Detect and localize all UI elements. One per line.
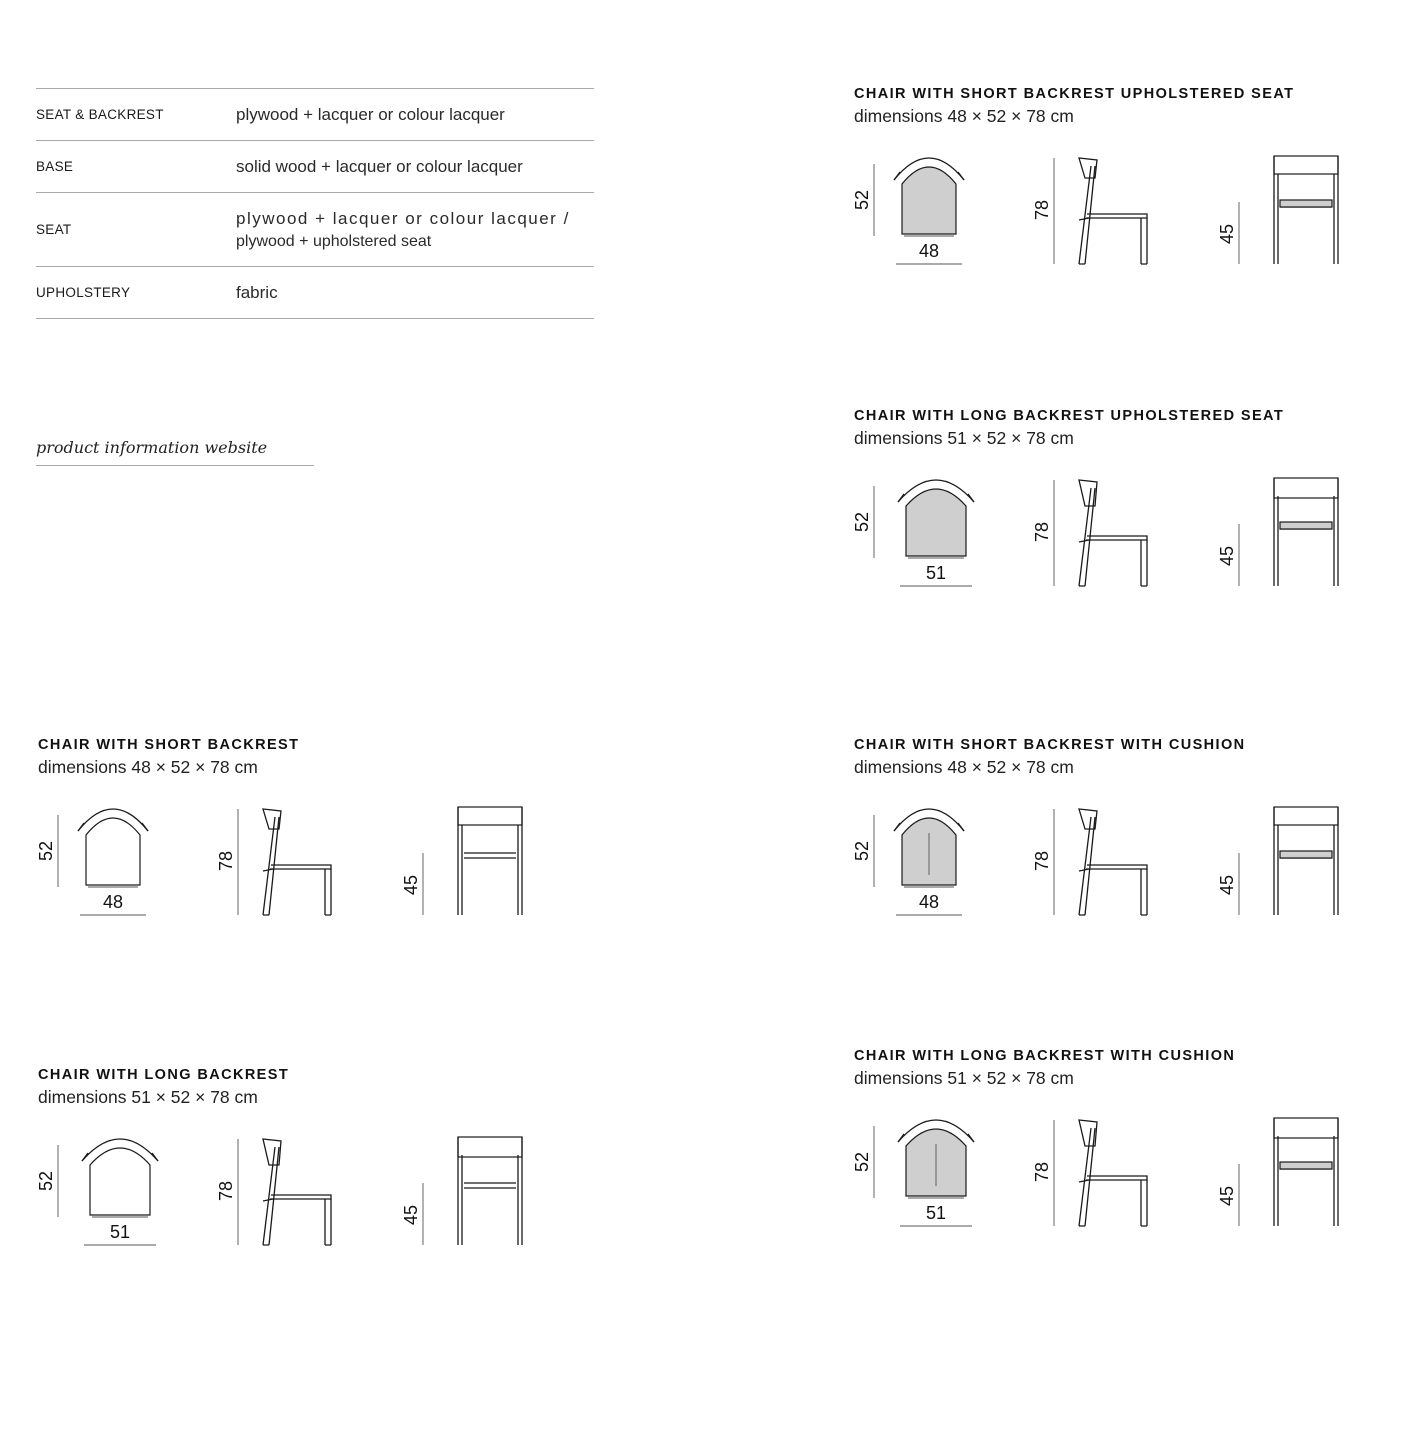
seat-height-label: 45 bbox=[1217, 545, 1237, 567]
spec-value: fabric bbox=[236, 283, 278, 302]
spec-row bbox=[36, 266, 594, 319]
seat-plan bbox=[906, 489, 966, 556]
depth-label: 52 bbox=[852, 1151, 872, 1173]
seat-front bbox=[464, 853, 516, 858]
chair-dimensions: dimensions 48 × 52 × 78 cm bbox=[854, 757, 1074, 777]
chair-title: CHAIR WITH SHORT BACKREST WITH CUSHION bbox=[854, 737, 1246, 753]
chair-title: CHAIR WITH SHORT BACKREST UPHOLSTERED SEAT bbox=[854, 86, 1295, 102]
back-leg-side bbox=[1079, 166, 1095, 264]
backrest-front bbox=[1274, 478, 1338, 498]
depth-label: 52 bbox=[36, 1170, 56, 1192]
front-leg-side bbox=[1141, 869, 1147, 915]
back-leg-side bbox=[1079, 488, 1095, 586]
seat-height-label: 45 bbox=[1217, 874, 1237, 896]
chair-dimensions: dimensions 51 × 52 × 78 cm bbox=[854, 1068, 1074, 1088]
spec-value bbox=[236, 207, 594, 253]
spec-row bbox=[36, 88, 594, 140]
chair-drawings bbox=[38, 795, 558, 915]
front-view bbox=[1217, 807, 1338, 915]
width-label: 48 bbox=[918, 892, 940, 912]
depth-label: 52 bbox=[852, 189, 872, 211]
front-leg-side bbox=[1141, 540, 1147, 586]
chair-block bbox=[854, 86, 1374, 316]
product-information-link[interactable]: product information website bbox=[36, 438, 314, 466]
height-label: 78 bbox=[1032, 199, 1052, 221]
front-view bbox=[1217, 156, 1338, 264]
chair-title: CHAIR WITH LONG BACKREST UPHOLSTERED SEAT bbox=[854, 408, 1285, 424]
spec-table bbox=[36, 88, 594, 319]
front-leg-side bbox=[1141, 1180, 1147, 1226]
chair-title: CHAIR WITH SHORT BACKREST bbox=[38, 737, 300, 753]
seat-side bbox=[1086, 1176, 1147, 1180]
back-leg-side bbox=[263, 817, 279, 915]
width-label: 48 bbox=[102, 892, 124, 912]
seat-front-fill bbox=[1280, 851, 1332, 858]
chair-dimensions: dimensions 51 × 52 × 78 cm bbox=[854, 428, 1074, 448]
chair-drawings bbox=[38, 1125, 558, 1245]
chair-title: CHAIR WITH LONG BACKREST WITH CUSHION bbox=[854, 1048, 1236, 1064]
chair-title: CHAIR WITH LONG BACKREST bbox=[38, 1067, 290, 1083]
seat-side bbox=[1086, 214, 1147, 218]
front-view bbox=[401, 807, 522, 915]
spec-label: SEAT & BACKREST bbox=[36, 107, 164, 122]
side-view bbox=[1032, 158, 1147, 264]
front-view bbox=[401, 1137, 522, 1245]
spec-row bbox=[36, 140, 594, 192]
side-view bbox=[216, 809, 331, 915]
chair-block bbox=[38, 737, 558, 967]
front-leg-side bbox=[1141, 218, 1147, 264]
spec-value: plywood + lacquer or colour lacquer bbox=[236, 105, 505, 124]
seat-front-fill bbox=[1280, 1162, 1332, 1169]
seat-side bbox=[270, 865, 331, 869]
spec-row bbox=[36, 192, 594, 266]
chair-dimensions: dimensions 48 × 52 × 78 cm bbox=[38, 757, 258, 777]
seat-plan bbox=[902, 167, 956, 234]
seat-plan bbox=[86, 818, 140, 885]
back-leg-side bbox=[1079, 1128, 1095, 1226]
backrest-front bbox=[1274, 156, 1338, 174]
width-label: 51 bbox=[925, 563, 947, 583]
chair-block bbox=[38, 1067, 558, 1297]
backrest-front bbox=[1274, 1118, 1338, 1138]
side-view bbox=[1032, 480, 1147, 586]
seat-side bbox=[1086, 865, 1147, 869]
spec-label: SEAT bbox=[36, 222, 72, 237]
front-leg-side bbox=[325, 869, 331, 915]
plan-view bbox=[852, 809, 964, 915]
width-label: 48 bbox=[918, 241, 940, 261]
plan-view bbox=[852, 1120, 974, 1226]
back-leg-side bbox=[263, 1147, 279, 1245]
width-label: 51 bbox=[925, 1203, 947, 1223]
plan-view bbox=[36, 1139, 158, 1245]
plan-view bbox=[852, 158, 964, 264]
height-label: 78 bbox=[1032, 850, 1052, 872]
front-view bbox=[1217, 1118, 1338, 1226]
spec-label: BASE bbox=[36, 159, 74, 174]
depth-label: 52 bbox=[852, 840, 872, 862]
backrest-front bbox=[1274, 807, 1338, 825]
side-view bbox=[216, 1139, 331, 1245]
spec-label: UPHOLSTERY bbox=[36, 285, 131, 300]
height-label: 78 bbox=[216, 850, 236, 872]
chair-block bbox=[854, 408, 1374, 638]
back-leg-side bbox=[1079, 817, 1095, 915]
seat-side bbox=[1086, 536, 1147, 540]
seat-side bbox=[270, 1195, 331, 1199]
seat-front-fill bbox=[1280, 522, 1332, 529]
seat-front-fill bbox=[1280, 200, 1332, 207]
backrest-front bbox=[458, 807, 522, 825]
spec-value: solid wood + lacquer or colour lacquer bbox=[236, 157, 523, 176]
backrest-front bbox=[458, 1137, 522, 1157]
chair-drawings bbox=[854, 1106, 1374, 1226]
width-label: 51 bbox=[109, 1222, 131, 1242]
chair-drawings bbox=[854, 466, 1374, 586]
depth-label: 52 bbox=[36, 840, 56, 862]
seat-plan bbox=[90, 1148, 150, 1215]
spec-value-line: plywood + upholstered seat bbox=[236, 232, 432, 250]
chair-dimensions: dimensions 48 × 52 × 78 cm bbox=[854, 106, 1074, 126]
front-leg-side bbox=[325, 1199, 331, 1245]
chair-dimensions: dimensions 51 × 52 × 78 cm bbox=[38, 1087, 258, 1107]
height-label: 78 bbox=[216, 1180, 236, 1202]
seat-height-label: 45 bbox=[1217, 1185, 1237, 1207]
height-label: 78 bbox=[1032, 521, 1052, 543]
seat-height-label: 45 bbox=[1217, 223, 1237, 245]
chair-block bbox=[854, 1048, 1374, 1278]
plan-view bbox=[852, 480, 974, 586]
chair-drawings bbox=[854, 144, 1374, 264]
side-view bbox=[1032, 809, 1147, 915]
spec-value-line: plywood + lacquer or colour lacquer / bbox=[236, 208, 570, 228]
seat-front bbox=[464, 1183, 516, 1188]
chair-block bbox=[854, 737, 1374, 967]
chair-drawings bbox=[854, 795, 1374, 915]
plan-view bbox=[36, 809, 148, 915]
seat-height-label: 45 bbox=[401, 1204, 421, 1226]
side-view bbox=[1032, 1120, 1147, 1226]
height-label: 78 bbox=[1032, 1161, 1052, 1183]
seat-height-label: 45 bbox=[401, 874, 421, 896]
front-view bbox=[1217, 478, 1338, 586]
depth-label: 52 bbox=[852, 511, 872, 533]
